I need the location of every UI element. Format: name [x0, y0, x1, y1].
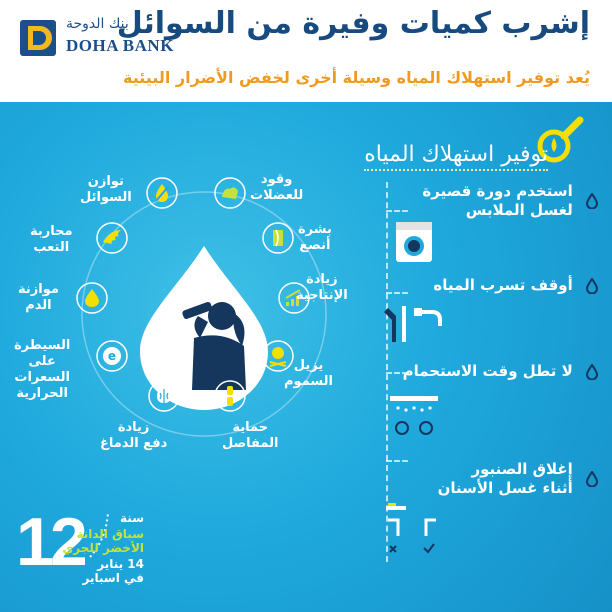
washing-machine-icon [394, 220, 434, 264]
race-event-badge [16, 504, 196, 607]
event-years-label: سنة [120, 511, 144, 525]
skin-icon [262, 222, 294, 254]
logo-arabic-text: بنك الدوحة [66, 16, 129, 32]
tip-4: إغلاق الصنبور أثناء غسل الأسنان [438, 460, 598, 498]
water-drop-bullet-icon [586, 364, 598, 380]
benefit-skin: بشرة أنصع [298, 222, 332, 253]
benefit-fluids: توازن السوائل [80, 174, 132, 205]
tip-1: استخدم دورة قصيرة لغسل الملابس [422, 182, 598, 220]
tip-divider-1 [386, 210, 408, 212]
benefit-fuel: وقود للعضلات [250, 172, 304, 203]
page-subtitle: يُعد توفير استهلاك المياه وسيلة أخرى لخفض الأضرار البيئية [123, 68, 590, 87]
section-heading: توفير استهلاك المياه [364, 142, 548, 171]
doha-bank-logo-icon [18, 18, 58, 58]
logo-english-text: DOHA BANK [66, 36, 174, 55]
benefit-toxins: يزيل السموم [284, 358, 333, 389]
benefit-calories: السيطرة على السعرات الحرارية [14, 338, 71, 401]
water-drop-bullet-icon [586, 471, 598, 487]
benefit-fatigue: محاربة التعب [30, 224, 73, 255]
tip-2: أوقف تسرب المياه [433, 276, 598, 295]
content-panel [0, 102, 612, 612]
tools-faucet-icon [384, 302, 444, 346]
event-number: 12 [16, 504, 84, 580]
muscle-icon [214, 177, 246, 209]
balance-icon [146, 177, 178, 209]
tip-3: لا تطل وقت الاستحمام [403, 362, 598, 381]
benefit-joints: حماية المفاصل [222, 420, 279, 451]
event-name-2: الأخضر للجري [62, 541, 144, 555]
blood-drop-icon [76, 282, 108, 314]
benefit-productivity: زيادة الإنتاجية [296, 272, 348, 303]
page-title: إشرب كميات وفيرة من السوائل [116, 6, 590, 41]
brain-icon [148, 380, 180, 412]
energy-e-icon [96, 340, 128, 372]
shower-timer-icon [384, 392, 444, 438]
header [0, 0, 612, 102]
event-name-1: سباق الدانة [76, 527, 144, 541]
wing-icon [96, 222, 128, 254]
svg-text:e: e [107, 349, 117, 363]
water-drop-bullet-icon [586, 278, 598, 294]
event-date: 14 يناير [97, 557, 144, 571]
toothbrush-faucet-icon [380, 502, 444, 562]
benefit-brain: زيادة دفع الدماغ [100, 420, 168, 451]
benefit-blood: موازنة الدم [18, 282, 59, 313]
tip-divider-2 [386, 292, 408, 294]
tip-divider-4 [386, 460, 408, 462]
event-venue: في اسباير [82, 571, 144, 585]
joint-bone-icon [214, 380, 246, 412]
water-drop-bullet-icon [586, 193, 598, 209]
